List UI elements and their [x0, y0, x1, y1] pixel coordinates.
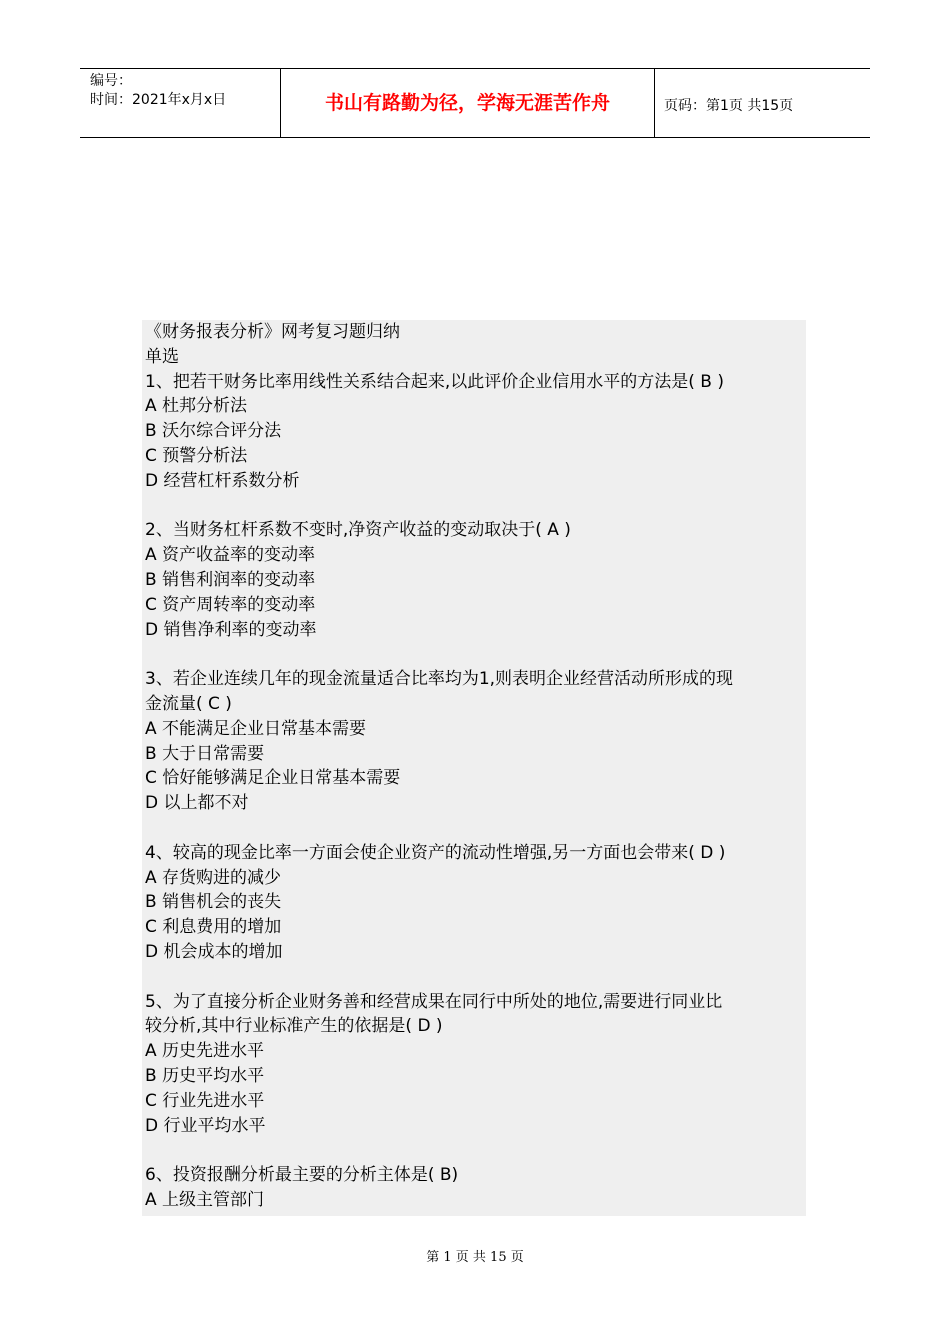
document-line: D 销售净利率的变动率 — [145, 619, 317, 640]
document-line: C 行业先进水平 — [145, 1090, 265, 1111]
document-line: D 经营杠杆系数分析 — [145, 470, 300, 491]
document-line: B 沃尔综合评分法 — [145, 421, 282, 442]
document-line: A 不能满足企业日常基本需要 — [145, 718, 367, 739]
document-number-label: 编号： — [90, 73, 132, 89]
document-line: D 以上都不对 — [145, 793, 249, 814]
document-line: 单选 — [145, 346, 179, 367]
document-line: C 恰好能够满足企业日常基本需要 — [145, 768, 401, 789]
document-line: B 历史平均水平 — [145, 1066, 265, 1086]
document-line: B 大于日常需要 — [145, 743, 265, 764]
document-line: 4、较高的现金比率一方面会使企业资产的流动性增强,另一方面也会带来( D ) — [145, 842, 726, 863]
document-line: 5、为了直接分析企业财务善和经营成果在同行中所处的地位,需要进行同业比 — [145, 991, 723, 1012]
page-info: 页码：第1页 共15页 — [664, 98, 794, 114]
document-line: C 资产周转率的变动率 — [145, 594, 316, 615]
document-line: D 行业平均水平 — [145, 1115, 266, 1136]
document-line: 3、若企业连续几年的现金流量适合比率均为1,则表明企业经营活动所形成的现 — [145, 669, 734, 690]
header-page-cell — [654, 69, 870, 137]
document-line: A 上级主管部门 — [145, 1190, 265, 1210]
document-line: 《财务报表分析》网考复习题归纳 — [145, 322, 400, 342]
document-line: B 销售利润率的变动率 — [145, 570, 316, 590]
document-line: A 杜邦分析法 — [145, 396, 248, 417]
document-body — [142, 320, 806, 1216]
document-line: 6、投资报酬分析最主要的分析主体是( B) — [145, 1165, 459, 1186]
document-line: 较分析,其中行业标准产生的依据是( D ) — [145, 1016, 443, 1037]
document-line: B 销售机会的丧失 — [145, 892, 282, 913]
document-line: 1、把若干财务比率用线性关系结合起来,以此评价企业信用水平的方法是( B ) — [145, 371, 724, 392]
document-line: A 存货购进的减少 — [145, 867, 282, 888]
document-line: C 预警分析法 — [145, 446, 248, 466]
document-line: 金流量( C ) — [145, 694, 232, 714]
document-line: A 资产收益率的变动率 — [145, 545, 316, 566]
page-footer: 第 1 页 共 15 页 — [426, 1250, 524, 1265]
header-info-cell — [80, 69, 280, 137]
header-motto-cell — [280, 69, 655, 137]
page-header — [80, 68, 870, 138]
motto-text: 书山有路勤为径，学海无涯苦作舟 — [324, 92, 610, 114]
document-date: 时间：2021年x月x日 — [90, 92, 227, 108]
document-line: D 机会成本的增加 — [145, 942, 283, 962]
document-line: A 历史先进水平 — [145, 1041, 265, 1062]
document-line: 2、当财务杠杆系数不变时,净资产收益的变动取决于( A ) — [145, 520, 571, 541]
document-line: C 利息费用的增加 — [145, 917, 282, 938]
